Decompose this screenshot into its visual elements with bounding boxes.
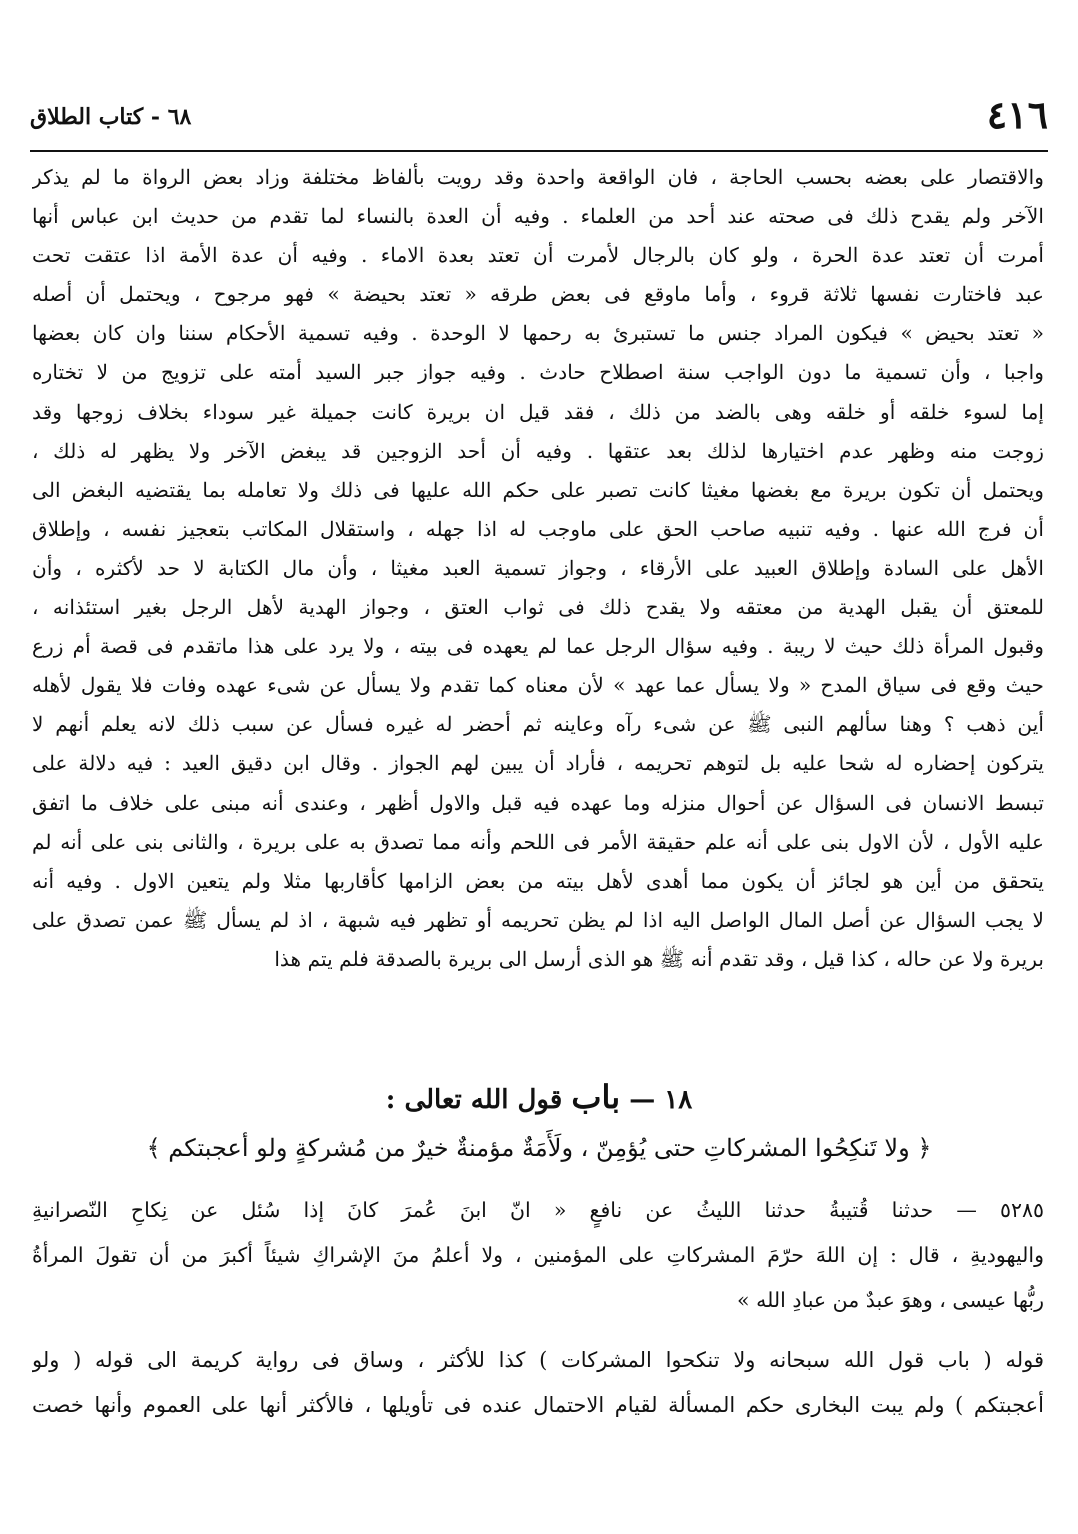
quran-verse: ﴿ ولا تَنكِحُوا المشركاتِ حتى يُؤمِنّ ، ولَأَمَةٌ مؤمنةٌ خيرٌ من مُشركةٍ ولو أعجبتكم ﴾ <box>146 1134 932 1162</box>
text-line: واجبا ، وأن تسمية ما دون الواجب سنة اصطلاح حادث . وفيه جواز جبر السيد أمته على تزويج من لا تختاره <box>32 360 1044 385</box>
text-line: بريرة ولا عن حاله ، كذا قيل ، وقد تقدم أنه ﷺ هو الذى أرسل الى بريرة بالصدقة فلم يتم هذا <box>274 946 1044 971</box>
sharh-block <box>32 1338 1044 1428</box>
text-line: عليه الأول ، لأن الاول بنى على أنه علم حقيقة الأمر فى اللحم وأنه مما تصدق به على بريرة ، والثانى بنى على أنه لم <box>32 829 1044 854</box>
text-line: عبد فاختارت نفسها ثلاثة قروء ، وأما ماوقع فى بعض طرقه « تعتد بحيضة » فهو مرجوح ، ويحتمل أن أصله <box>32 282 1044 307</box>
sharh-line: قوله ( باب قول الله سبحانه ولا تنكحوا المشركات ) كذا للأكثر ، وساق فى رواية كريمة الى قوله ( ولو <box>32 1348 1044 1372</box>
text-line: أن فرج الله عنها . وفيه تنبيه صاحب الحق على ماوجب له اذا جهله ، واستقلال المكاتب بتعجيز نفسه ، وإطلاق <box>32 516 1044 541</box>
text-line: إما لسوء خلقه أو خلقه وهى بالضد من ذلك ، فقد قيل ان بريرة كانت جميلة غير سوداء بخلاف زوجها وقد <box>32 399 1044 424</box>
page-number: ٤١٦ <box>986 92 1048 137</box>
text-line: وقبول المرأة ذلك حيث لا ريبة . وفيه سؤال الرجل عما لم يعهده فى بيته ، ولا يرد على هذا ماتقدم فى قصة أم زرع <box>32 634 1044 659</box>
running-title: ٦٨ - كتاب الطلاق <box>30 104 192 130</box>
text-line: أمرت أن تعتد عدة الحرة ، ولو كان بالرجال لأمرت أن تعتد بعدة الاماء . وفيه أن عدة الأمة اذا عتقت تحت <box>32 243 1044 268</box>
text-line: والاقتصار على بعضه بحسب الحاجة ، فان الواقعة واحدة وقد رويت بألفاظ مختلفة وزاد بعض الرواة ما لم يذكر <box>32 165 1044 189</box>
text-line: تبسط الانسان فى السؤال عن أحوال منزله وما عهده فيه قبل والاول أظهر ، وعندى أنه مبنى على خلاف ما اتفق <box>32 790 1044 815</box>
text-line: « تعتد بحيض » فيكون المراد جنس ما تستبرئ به رحمها لا الوحدة . وفيه تسمية الأحكام سننا وان كان بعضها <box>32 321 1044 346</box>
header-divider <box>30 150 1048 152</box>
chapter-dash: — <box>629 1085 656 1115</box>
text-line: زوجت منه وظهر عدم اختيارها لذلك بعد عتقها . وفيه أن أحد الزوجين قد يبغض الآخر ولا يظهر له ذلك ، <box>32 438 1044 463</box>
text-line: ويحتمل أن تكون بريرة مع بغضها مغيثا كانت تصبر على حكم الله عليها فى ذلك ولا تعامله بما يقتضيه البغض الى <box>32 477 1044 502</box>
hadith-line: ٥٢٨٥ — حدثنا قُتيبةُ حدثنا الليثُ عن نافعٍ « انّ ابنَ عُمرَ كانَ إذا سُئل عن نِكاحِ النّصرانيةِ <box>32 1198 1044 1222</box>
text-line: لا يجب السؤال عن أصل المال الواصل اليه اذا لم يظن تحريمه أو تظهر فيه شبهة ، اذ لم يسأل ﷺ عمن تصدق على <box>32 907 1044 932</box>
text-line: يتركون إحضاره له شحا عليه بل لتوهم تحريمه ، فأراد أن يبين لهم الجواز . وقال ابن دقيق العيد : فيه دلالة على <box>32 751 1044 776</box>
chapter-title: قول الله تعالى : <box>385 1085 563 1115</box>
text-line: الأهل على السادة وإطلاق العبيد على الأرقاء ، وجواز تسمية العبد مغيثا ، وأن مال الكتابة لا حد لأكثره ، وأن <box>32 555 1044 580</box>
chapter-word: باب <box>571 1078 621 1116</box>
text-line: يتحقق من أين هو لجائز أن يكون مما أهدى لأهل بيته من بعض الزامها كأقاربها مثلا ولم يتعين الاول . وفيه أنه <box>32 868 1044 893</box>
text-line: للمعتق أن يقبل الهدية من معتقه ولا يقدح ذلك فى ثواب العتق ، وجواز الهدية لأهل الرجل بغير استئذانه ، <box>32 595 1044 620</box>
text-line: أين ذهب ؟ وهنا سألهم النبى ﷺ عن شىء رآه وعاينه ثم أحضر له غيره فسأل عن سبب ذلك لانه يعلم أنهم لا <box>32 712 1044 737</box>
page-header <box>30 86 1048 146</box>
text-line: حيث وقع فى سياق المدح « ولا يسأل عما عهد » لأن معناه كما تقدم ولا يسأل عن شىء عهده وفات فلا يقول لأهله <box>32 673 1044 698</box>
sharh-line: أعجبتكم ) ولم يبت البخارى حكم المسألة لقيام الاحتمال عنده فى تأويلها ، فالأكثر أنها على العموم وأنها خصت <box>32 1393 1044 1417</box>
text-line: الآخر ولم يقدح ذلك فى صحته عند أحد من العلماء . وفيه أن العدة بالنساء لما تقدم من حديث ابن عباس أنها <box>32 204 1044 229</box>
commentary-block <box>32 158 1044 979</box>
hadith-block <box>32 1188 1044 1323</box>
chapter-heading <box>30 1072 1048 1125</box>
hadith-line: واليهوديةِ ، قال : إن اللهَ حرّمَ المشركاتِ على المؤمنين ، ولا أعلمُ منَ الإشراكِ شيئاً أكبرَ من أن تقولَ المرأةُ <box>32 1243 1044 1267</box>
chapter-block <box>30 1072 1048 1171</box>
chapter-number: ١٨ <box>664 1085 693 1115</box>
hadith-line: ربُّها عيسى ، وهوَ عبدٌ من عبادِ الله » <box>737 1288 1044 1312</box>
